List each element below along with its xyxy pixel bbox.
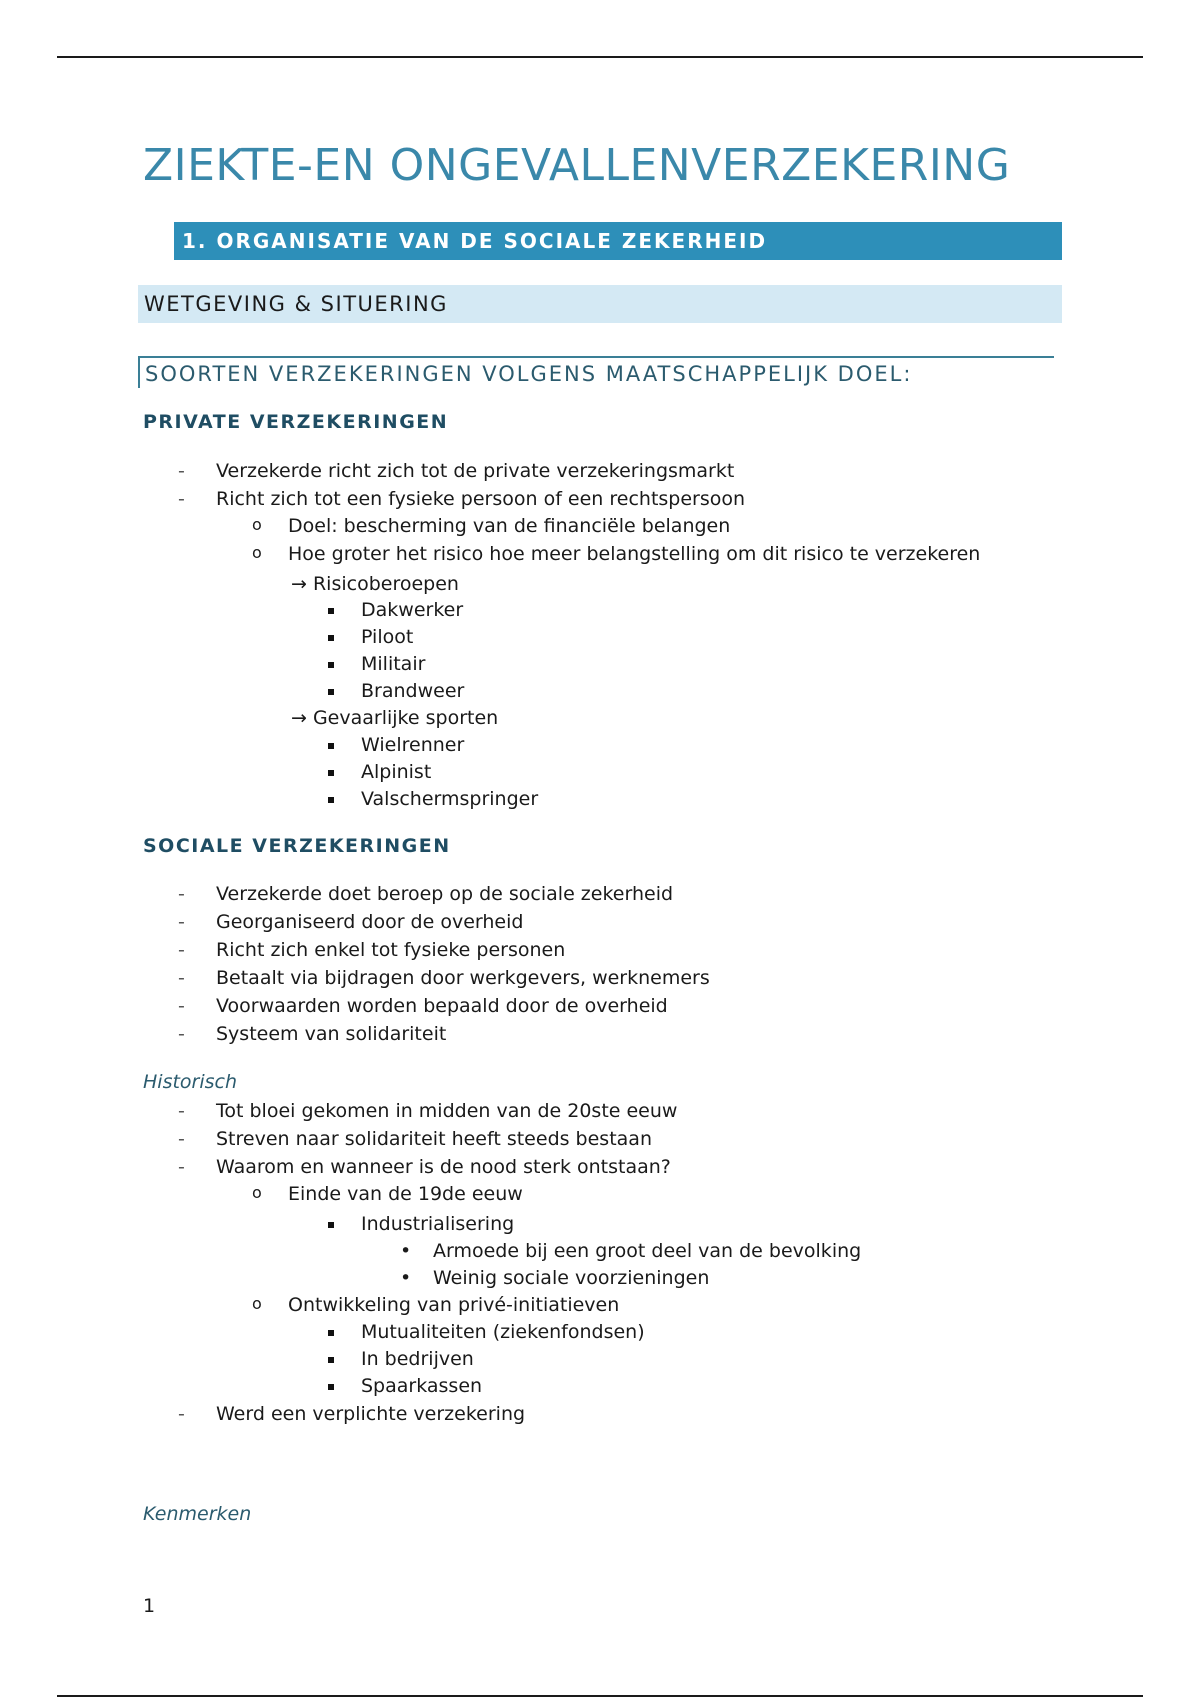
list-item: - Voorwaarden worden bepaald door de overheid (178, 995, 668, 1017)
list-item: - Verzekerde doet beroep op de sociale zekerheid (178, 883, 674, 905)
list-item: - Werd een verplichte verzekering (178, 1403, 526, 1425)
list-item: - Georganiseerd door de overheid (178, 911, 524, 933)
list-item: - Betaalt via bijdragen door werkgevers, werknemers (178, 967, 710, 989)
list-item: Piloot (361, 626, 413, 648)
list-item: Brandweer (361, 680, 464, 702)
arrow-label-risicoberoepen: → Risicoberoepen (291, 573, 459, 595)
list-item: Wielrenner (361, 734, 464, 756)
heading-kenmerken: Kenmerken (143, 1503, 252, 1525)
heading-1: 1. ORGANISATIE VAN DE SOCIALE ZEKERHEID (174, 222, 1062, 260)
list-item: • Armoede bij een groot deel van de bevolking (400, 1240, 862, 1262)
list-item: Mutualiteiten (ziekenfondsen) (361, 1321, 645, 1343)
list-item: o Hoe groter het risico hoe meer belangstelling om dit risico te verzekeren (252, 543, 981, 565)
heading-2: WETGEVING & SITUERING (138, 285, 1062, 323)
heading-private: PRIVATE VERZEKERINGEN (143, 411, 449, 433)
arrow-label-sporten: → Gevaarlijke sporten (291, 707, 499, 729)
heading-social: SOCIALE VERZEKERINGEN (143, 835, 451, 857)
list-item: Dakwerker (361, 599, 463, 621)
footer-rule (57, 1695, 1143, 1697)
list-item: - Streven naar solidariteit heeft steeds bestaan (178, 1128, 652, 1150)
list-item: o Doel: bescherming van de financiële belangen (252, 515, 731, 537)
heading-3: SOORTEN VERZEKERINGEN VOLGENS MAATSCHAPPELIJK DOEL: (138, 356, 1054, 388)
list-item: - Richt zich enkel tot fysieke personen (178, 939, 566, 961)
list-item: Militair (361, 653, 425, 675)
list-item: Spaarkassen (361, 1375, 482, 1397)
heading-historisch: Historisch (143, 1071, 238, 1093)
list-item: o Ontwikkeling van privé-initiatieven (252, 1294, 620, 1316)
header-rule (57, 56, 1143, 58)
list-item: • Weinig sociale voorzieningen (400, 1267, 710, 1289)
page-number: 1 (143, 1595, 156, 1617)
list-item: - Verzekerde richt zich tot de private verzekeringsmarkt (178, 460, 735, 482)
list-item: Valschermspringer (361, 788, 538, 810)
list-item: In bedrijven (361, 1348, 474, 1370)
list-item: - Tot bloei gekomen in midden van de 20ste eeuw (178, 1100, 678, 1122)
list-item: - Waarom en wanneer is de nood sterk ontstaan? (178, 1156, 671, 1178)
list-item: - Systeem van solidariteit (178, 1023, 447, 1045)
list-item: Alpinist (361, 761, 431, 783)
list-item: o Einde van de 19de eeuw (252, 1183, 523, 1205)
document-title: ZIEKTE-EN ONGEVALLENVERZEKERING (143, 140, 1011, 191)
list-item: Industrialisering (361, 1213, 514, 1235)
list-item: - Richt zich tot een fysieke persoon of een rechtspersoon (178, 488, 746, 510)
